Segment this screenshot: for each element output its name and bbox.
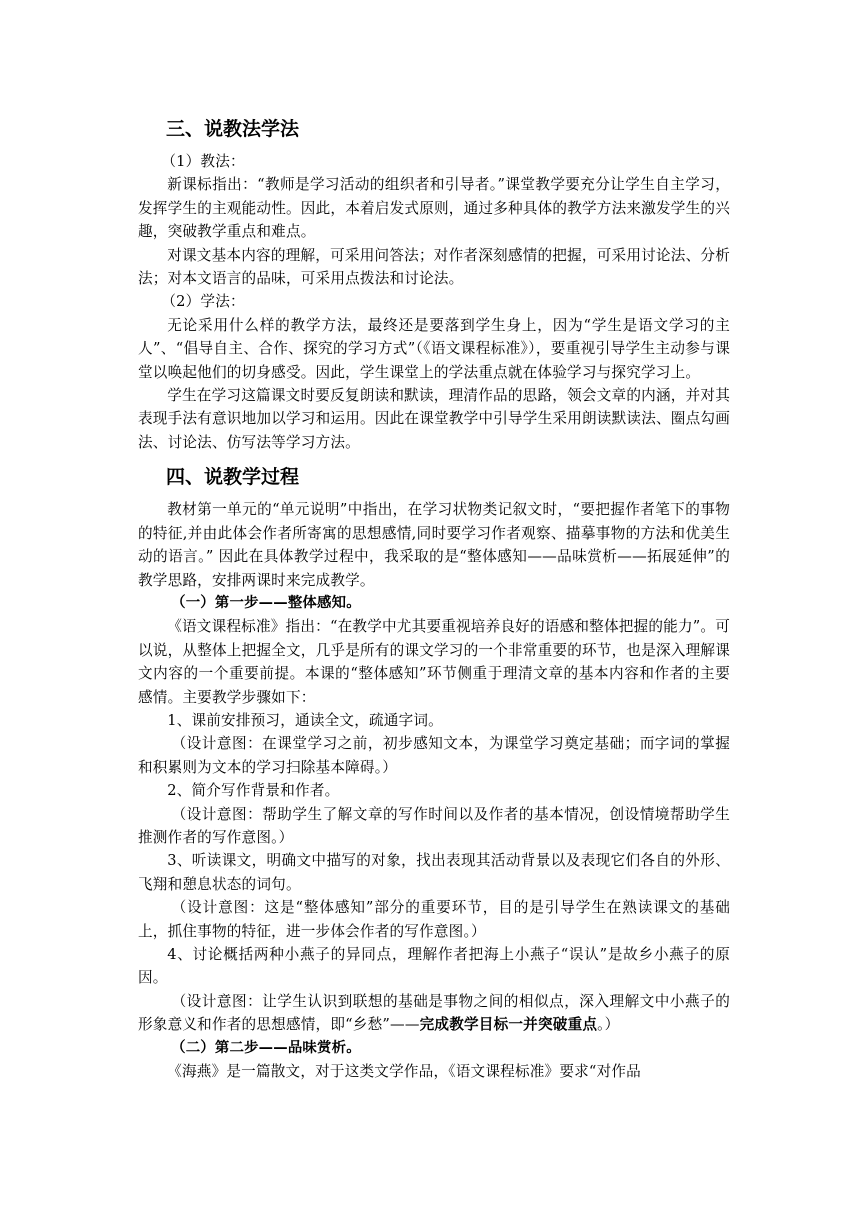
paragraph: 教材第一单元的“单元说明”中指出，在学习状物类记叙文时，“要把握作者笔下的事物的特征,并由此体会作者所寄寓的思想感情,同时要学习作者观察、描摹事物的方法和优美生动的语言。” 因此在具体教学过程中，我采取的是“整体感知——品味赏析——拓展延伸”的教学思路，安排两课时来完成教学。 [138, 501, 730, 589]
paragraph: 无论采用什么样的教学方法，最终还是要落到学生身上，因为“学生是语文学习的主人”、“倡导自主、合作、探究的学习方式”（《语文课程标准》），要重视引导学生主动参与课堂以唤起他们的切身感受。因此，学生课堂上的学法重点就在体验学习与探究学习上。 [138, 316, 730, 381]
step-heading-overall-perception: （一）第一步——整体感知。 [171, 594, 361, 611]
document-page [138, 108, 730, 1083]
list-item: 2、简介写作背景和作者。 [167, 782, 340, 800]
paragraph: 新课标指出：“教师是学习活动的组织者和引导者。”课堂教学要充分让学生自主学习，发挥学生的主观能动性。因此，本着启发式原则，通过多种具体的教学方法来激发学生的兴趣，突破教学重点和难点。 [138, 176, 730, 241]
list-item: 3、听读课文，明确文中描写的对象，找出表现其活动背景以及表现它们各自的外形、飞翔和憩息状态的词句。 [138, 852, 730, 893]
step-heading-appreciation: （二）第二步——品味赏析。 [171, 1039, 361, 1056]
paragraph: 学生在学习这篇课文时要反复朗读和默读，理清作品的思路，领会文章的内涵，并对其表现手法有意识地加以学习和运用。因此在课堂教学中引导学生采用朗读默读法、圈点勾画法、讨论法、仿写法等学习方法。 [138, 387, 730, 451]
design-note: （设计意图：在课堂学习之前，初步感知文本，为课堂学习奠定基础；而字词的掌握和积累则为文本的学习扫除基本障碍。） [138, 735, 730, 776]
paragraph: 对课文基本内容的理解，可采用问答法；对作者深刻感情的把握，可采用讨论法、分析法；对本文语言的品味，可采用点拨法和讨论法。 [138, 246, 730, 288]
subheading-learning-method: （2）学法： [161, 293, 245, 311]
section-heading-teaching-process: 四、说教学过程 [166, 466, 300, 489]
design-note-close: 。） [597, 1016, 620, 1034]
paragraph: 《海燕》是一篇散文，对于这类文学作品，《语文课程标准》要求“对作品 [167, 1063, 641, 1081]
paragraph: 《语文课程标准》指出：“在教学中尤其要重视培养良好的语感和整体把握的能力”。可以说，从整体上把握全文，几乎是所有的课文学习的一个非常重要的环节，也是深入理解课文内容的一个重要前提。本课的“整体感知”环节侧重于理清文章的基本内容和作者的主要感情。主要教学步骤如下： [138, 618, 730, 706]
list-item: 4、讨论概括两种小燕子的异同点，理解作者把海上小燕子“误认”是故乡小燕子的原因。 [138, 946, 730, 987]
subheading-teaching-method: （1）教法： [161, 153, 245, 170]
design-note: （设计意图：这是“整体感知”部分的重要环节，目的是引导学生在熟读课文的基础上，抓住事物的特征，进一步体会作者的写作意图。） [138, 899, 730, 940]
design-note-text: （设计意图：让学生认识到联想的基础是事物之间的相似点，深入理解文中小燕子的形象意义和作者的思想感情，即“乡愁”—— [138, 992, 730, 1034]
list-item: 1、课前安排预习，通读全文，疏通字词。 [167, 711, 443, 729]
design-note [138, 990, 730, 1037]
design-note-emphasis: 完成教学目标一并突破重点 [419, 1016, 598, 1034]
section-heading-teaching-methods: 三、说教法学法 [166, 118, 300, 140]
design-note: （设计意图：帮助学生了解文章的写作时间以及作者的基本情况，创设情境帮助学生推测作者的写作意图。） [138, 805, 730, 846]
